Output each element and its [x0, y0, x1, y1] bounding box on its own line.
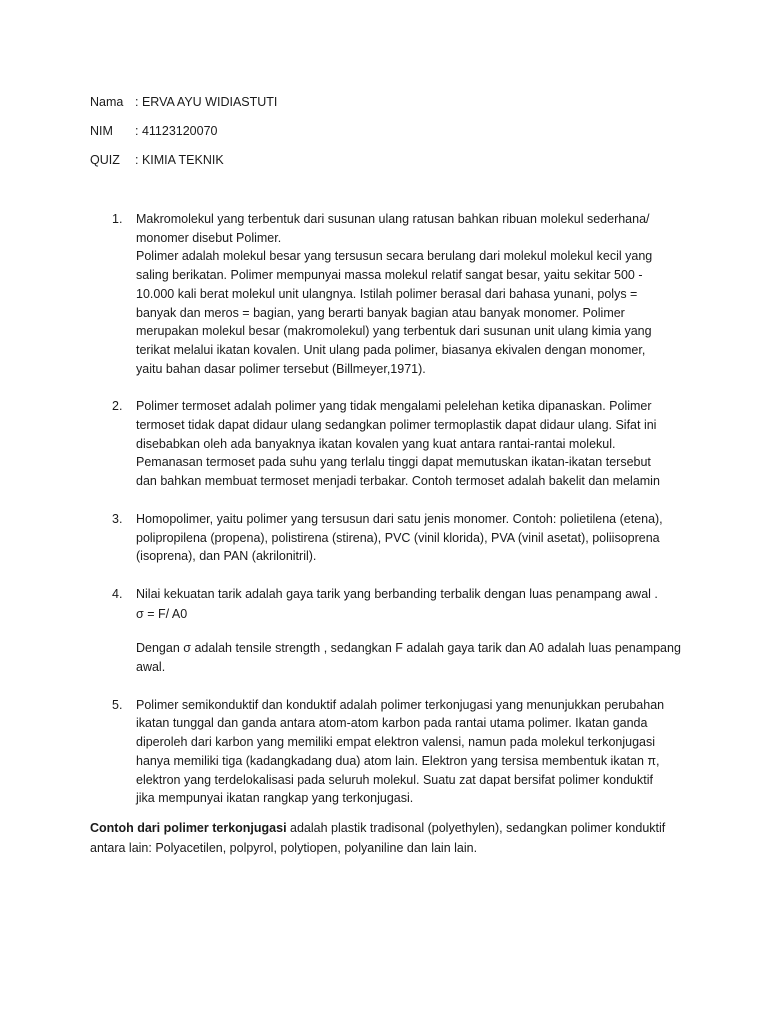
answer-number: 3.	[112, 511, 123, 526]
answer-line: saling berikatan. Polimer mempunyai massa molekul relatif sangat besar, yaitu sekitar 500 -	[136, 268, 643, 283]
answer-line: jika mempunyai ikatan rangkap yang terkonjugasi.	[136, 791, 414, 806]
header-value: : ERVA AYU WIDIASTUTI	[135, 95, 278, 109]
answer-line: Homopolimer, yaitu polimer yang tersusun dari satu jenis monomer. Contoh: polietilena (etena),	[136, 511, 663, 526]
header-row-nama	[90, 94, 277, 123]
answer-line: hanya memiliki tiga (kadangkadang dua) atom lain. Elektron yang tersisa membentuk ikatan π,	[136, 753, 660, 768]
answer-line: terikat melalui ikatan kovalen. Unit ulang pada polimer, biasanya ekivalen dengan monomer,	[136, 342, 646, 357]
answer-line: disebabkan oleh ada banyaknya ikatan kovalen yang kuat antara rantai-rantai molekul.	[136, 436, 616, 451]
header-value: : 41123120070	[135, 124, 218, 138]
header-label: QUIZ	[90, 153, 120, 167]
answer-body	[136, 696, 690, 808]
answer-line: Polimer adalah molekul besar yang tersusun secara berulang dari molekul molekul kecil yang	[136, 249, 653, 264]
footer-bold-term: Contoh dari polimer terkonjugasi	[90, 821, 287, 835]
answer-line: (isoprena), dan PAN (akrilonitril).	[136, 549, 317, 564]
answer-line: Polimer semikonduktif dan konduktif adalah polimer terkonjugasi yang menunjukkan perubahan	[136, 697, 665, 712]
answer-body	[136, 397, 690, 491]
answer-line: merupakan molekul besar (makromolekul) yang terbentuk dari susunan unit ulang kimia yang	[136, 324, 652, 339]
answer-line: monomer disebut Polimer.	[136, 230, 282, 245]
header-value: : KIMIA TEKNIK	[135, 153, 224, 167]
answer-item-3	[90, 510, 690, 566]
footer-text: antara lain: Polyacetilen, polpyrol, polytiopen, polyaniline dan lain lain.	[90, 840, 478, 855]
header-row-nim	[90, 123, 277, 152]
tensile-formula: σ = F/ A0	[136, 606, 188, 621]
answer-number: 4.	[112, 586, 123, 601]
answer-line: polipropilena (propena), polistirena (stirena), PVC (vinil klorida), PVA (vinil asetat), poliisoprena	[136, 530, 660, 545]
answer-item-5	[90, 696, 690, 808]
header-label: NIM	[90, 124, 113, 138]
identity-header	[90, 94, 277, 181]
answer-number: 1.	[112, 212, 123, 226]
answer-item-4	[90, 585, 690, 677]
answer-line: elektron yang terdelokalisasi pada seluruh molekul. Suatu zat dapat bersifat polimer konduktif	[136, 772, 653, 787]
header-label: Nama	[90, 95, 124, 109]
answer-line: Pemanasan termoset pada suhu yang terlalu tinggi dapat memutuskan ikatan-ikatan tersebut	[136, 455, 651, 470]
answer-list	[90, 210, 690, 808]
answer-line: diperoleh dari karbon yang memiliki empat elektron valensi, namun pada molekul terkonjugasi	[136, 735, 656, 750]
answer-line: termoset tidak dapat didaur ulang sedangkan polimer termoplastik dapat didaur ulang. Sifat ini	[136, 418, 657, 433]
answer-item-1	[90, 210, 690, 378]
answer-body	[136, 510, 690, 566]
answer-line: dan bahkan membuat termoset menjadi terbakar. Contoh termoset adalah bakelit dan melamin	[136, 474, 660, 489]
answer-line: Makromolekul yang terbentuk dari susunan ulang ratusan bahkan ribuan molekul sederhana/	[136, 212, 650, 226]
answer-number: 5.	[112, 697, 123, 712]
answer-line: Dengan σ adalah tensile strength , sedangkan F adalah gaya tarik dan A0 adalah luas penampang	[136, 641, 681, 656]
answer-body	[136, 210, 690, 378]
answer-number: 2.	[112, 399, 123, 414]
answer-line: awal.	[136, 660, 166, 675]
answer-line: Nilai kekuatan tarik adalah gaya tarik yang berbanding terbalik dengan luas penampang awal .	[136, 586, 658, 601]
answer-line: 10.000 kali berat molekul unit ulangnya. Istilah polimer berasal dari bahasa yunani, polys =	[136, 286, 638, 301]
answer-line: ikatan tunggal dan ganda antara atom-atom karbon pada rantai utama polimer. Ikatan ganda	[136, 716, 648, 731]
footer-paragraph	[90, 819, 690, 858]
answer-body	[136, 585, 690, 677]
answer-line: banyak dan meros = bagian, yang berarti banyak bagian atau banyak monomer. Polimer	[136, 305, 625, 320]
answer-line: Polimer termoset adalah polimer yang tidak mengalami pelelehan ketika dipanaskan. Polimer	[136, 399, 652, 414]
footer-text: adalah plastik tradisonal (polyethylen), sedangkan polimer konduktif	[286, 821, 666, 835]
answer-line: yaitu bahan dasar polimer tersebut (Billmeyer,1971).	[136, 361, 426, 376]
header-row-quiz	[90, 152, 277, 181]
answer-item-2	[90, 397, 690, 491]
